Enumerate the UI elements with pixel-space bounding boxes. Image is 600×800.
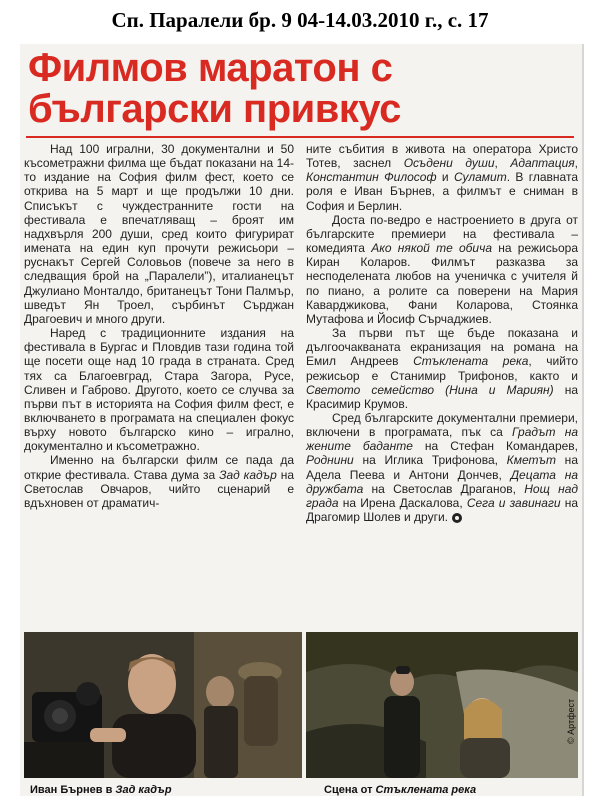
film-title: Стъклената река [413, 354, 529, 369]
film-title: Ако някой те обича [371, 241, 492, 256]
paragraph: Наред с традиционните издания на фестивала в Бургас и Пловдив тази година той ще посети още над 10 града в страната. Сред тях са Благоевград, Стара Загора, Русе, Сливен и Габрово. Другото, което се случва за първи път в историята на София филм фест, е включването в програмата на специален фокус върху новото българско кино – игрално, документално и късометражно. [24, 326, 294, 454]
caption-left: Иван Бърнев в Зад кадър [30, 784, 172, 796]
paragraph: Именно на български филм се пада да открие фестивала. Става дума за Зад кадър на Светослав Овчаров, чийто сценарий е вдъхновен от драматич- [24, 453, 295, 510]
film-title: Децата на дружбата [306, 467, 578, 496]
headline-line-2: български привкус [28, 87, 401, 131]
paragraph: ните събития в живота на оператора Христо Тотев, заснел Осъдени души, Адаптация, Константин Философ и Суламит. В главната роля е Иван Бърнев, а филмът е сниман в София и Берлин. [306, 142, 579, 213]
film-title: Суламит [453, 170, 507, 185]
article-column-left [24, 142, 294, 510]
paragraph: Над 100 игрални, 30 документални и 50 късометражни филма ще бъдат показани на 14-то издание на София филм фест, което се открива на 5 март и ще продължи 10 дни. Списъкът с чуждестранните гости на фестивала е впечатляващ – броят им надхвърля 200 души, сред които фигурират имената на един куп прочути режисьори – руснакът Сергей Соловьов (повече за него в следващия брой на „Паралели”), италианецът Джулиано Монталдо, британецът Тони Палмър, шведът Ян Троел, сърбинът Сърджан Драгоевич и много други. [24, 142, 294, 326]
headline-line-1: Филмов маратон с [28, 46, 393, 90]
end-mark-icon [452, 513, 462, 523]
source-line: Сп. Паралели бр. 9 04-14.03.2010 г., с. 17 [111, 8, 489, 32]
article-clipping [20, 44, 584, 796]
film-title: Роднини [306, 453, 354, 468]
film-title: Кметът [506, 453, 556, 468]
film-title: Адаптация [510, 156, 575, 171]
paragraph: Сред българските документални премиери, включени в програмата, пък са Градът на жените баданте на Стефан Командарев, Роднини на Иглика Трифонова, Кметът на Адела Пеева и Антони Дончев, Децата на дружбата на Светослав Драганов, Нощ над града на Ирена Даскалова, Сега и завинаги на Драгомир Шолев и други. [306, 410, 579, 525]
film-title: Светото семейство (Нина и Мариян) [306, 382, 554, 397]
photo-ivan-barnev [24, 632, 302, 778]
headline-rule [26, 136, 574, 138]
photo-staklenata-reka [306, 632, 578, 778]
film-title: Константин Философ [306, 170, 437, 185]
film-still-man-with-camera-icon [24, 632, 302, 778]
film-title: Сега и завинаги [466, 495, 561, 510]
film-title: Градът на жените баданте [306, 425, 578, 454]
film-title: Осъдени души [403, 156, 495, 171]
film-still-scene-in-cave-icon [306, 632, 578, 778]
paragraph: За първи път ще бъде показана и дългоочакваната екранизация на романа на Емил Андреев Стъклената река, чийто режисьор е Станимир Трифонов, както и Светото семейство (Нина и Мариян) на Красимир Крумов. [306, 326, 578, 411]
film-title: Зад кадър [219, 467, 277, 482]
photo-credit: © Артфест [566, 698, 576, 744]
headline [28, 48, 576, 130]
caption-right: Сцена от Стъклената река [324, 784, 477, 796]
film-title: Нощ над града [306, 481, 578, 510]
paragraph: Доста по-ведро е настроението в друга от българските премиери на фестивала – комедията Ако някой те обича на режисьора Киран Коларов. Филмът разказва за несподелената любов на ученичка с учителя й по пиано, а ролите са поверени на Мария Каварджикова, Фани Коларова, Стоянка Мутафова и Йосиф Сърчаджиев. [306, 212, 579, 326]
article-column-right [306, 142, 578, 524]
